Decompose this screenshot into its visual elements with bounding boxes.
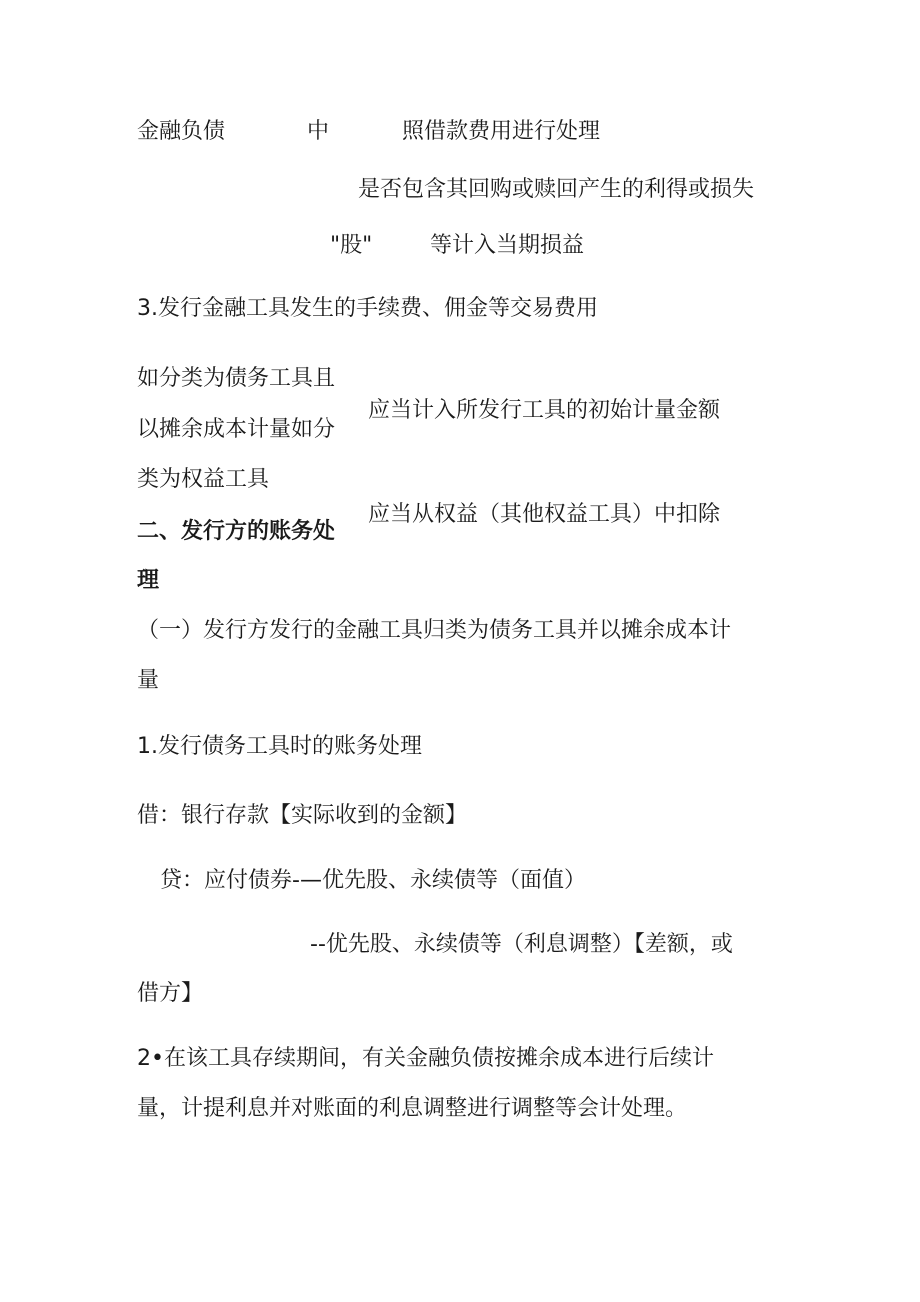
text-subsequent-measurement: 2•在该工具存续期间，有关金融负债按摊余成本进行后续计 — [137, 1046, 714, 1071]
text-left-row-2: 以摊余成本计量如分 — [137, 417, 336, 442]
text-current-profit-loss: 等计入当期损益 — [430, 233, 585, 258]
subheading-debt-instrument-cont: 量 — [137, 668, 160, 693]
text-financial-liability: 金融负债 — [137, 119, 226, 144]
heading-issuer-accounting-cont: 理 — [137, 568, 160, 593]
text-credit-bonds: 贷：应付债券-—优先股、永续债等（面值） — [160, 868, 586, 893]
text-stock-quote: "股" — [330, 233, 373, 258]
text-repurchase-gain-loss: 是否包含其回购或赎回产生的利得或损失 — [358, 177, 755, 202]
text-left-row-1: 如分类为债务工具且 — [137, 366, 336, 391]
text-left-row-3: 类为权益工具 — [137, 467, 270, 492]
text-interest-adjustment-cont: 借方】 — [137, 981, 204, 1006]
text-zhong: 中 — [307, 119, 330, 144]
text-debit-bank: 借：银行存款【实际收到的金额】 — [137, 803, 468, 828]
text-section-3-fees: 3.发行金融工具发生的手续费、佣金等交易费用 — [137, 296, 598, 321]
text-right-row-2: 应当从权益（其他权益工具）中扣除 — [368, 502, 721, 527]
subheading-debt-instrument: （一）发行方发行的金融工具归类为债务工具并以摊余成本计 — [137, 618, 732, 643]
text-issue-accounting: 1.发行债务工具时的账务处理 — [137, 734, 422, 759]
text-right-row-1: 应当计入所发行工具的初始计量金额 — [368, 398, 721, 423]
text-borrowing-cost: 照借款费用进行处理 — [402, 119, 601, 144]
heading-issuer-accounting: 二、发行方的账务处 — [137, 519, 336, 544]
text-interest-adjustment: --优先股、永续债等（利息调整）【差额，或 — [310, 932, 733, 957]
text-subsequent-measurement-cont: 量，计提利息并对账面的利息调整进行调整等会计处理。 — [137, 1096, 688, 1121]
